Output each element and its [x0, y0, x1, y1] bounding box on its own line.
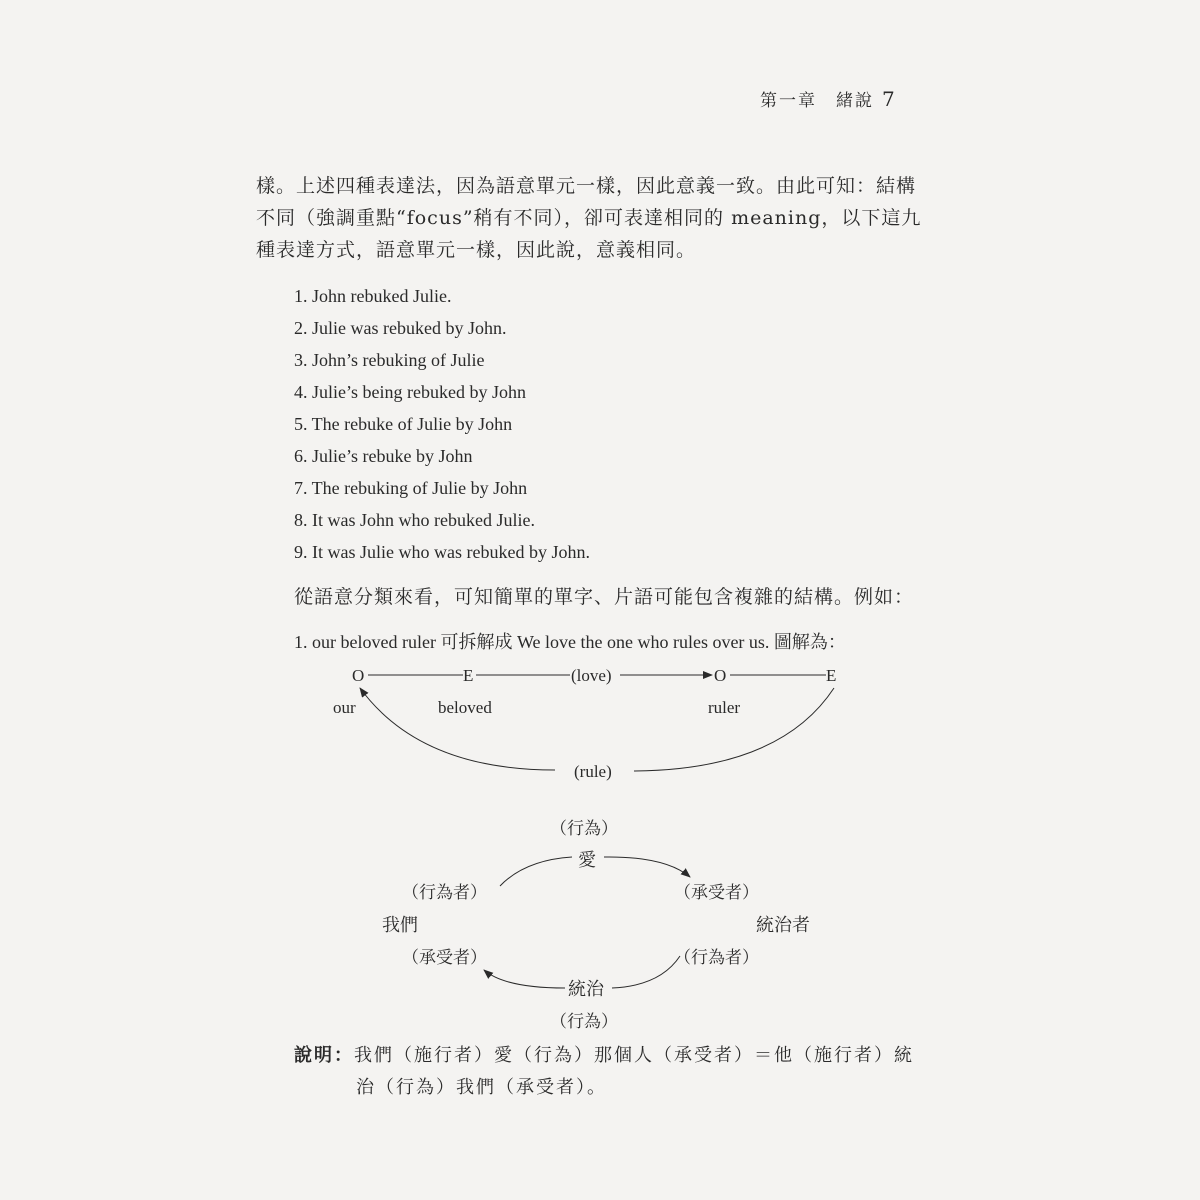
rule-arrow-left-2: [484, 970, 565, 988]
example-item: 1. John rebuked Julie.: [294, 286, 452, 306]
top-verb-label: 愛: [578, 850, 596, 871]
note-label: 說明：: [294, 1045, 354, 1066]
example-item: 9. It was Julie who was rebuked by John.: [294, 542, 590, 562]
chapter-title: 第一章 緒說: [760, 91, 874, 111]
node-o2: O: [714, 666, 727, 685]
page-number: 7: [882, 87, 897, 111]
item-1-sentence: 1. our beloved ruler 可拆解成 We love the one who rules over us. 圖解為：: [294, 632, 846, 652]
example-item: 4. Julie’s being rebuked by John: [294, 382, 526, 402]
node-e1: E: [463, 666, 474, 685]
right-bottom-role: （行為者）: [674, 948, 759, 968]
bottom-verb-label: 統治: [568, 979, 604, 1000]
note-line-2: 治（行為）我們（承受者）。: [356, 1077, 607, 1098]
left-entity: 我們: [382, 915, 418, 936]
bottom-role-label: （行為）: [550, 1012, 618, 1032]
top-role-label: （行為）: [550, 819, 618, 839]
example-item: 8. It was John who rebuked Julie.: [294, 510, 535, 530]
intro-sentence: 從語意分類來看，可知簡單的單字、片語可能包含複雜的結構。例如：: [294, 586, 915, 608]
example-item: 3. John’s rebuking of Julie: [294, 350, 485, 370]
example-item: 6. Julie’s rebuke by John: [294, 446, 473, 466]
structure-diagram: [333, 666, 836, 781]
node-e2: E: [826, 666, 837, 685]
note-line-1: 我們（施行者）愛（行為）那個人（承受者）＝他（施行者）統: [354, 1045, 914, 1066]
rule-arc-right-2: [612, 956, 680, 988]
example-item: 7. The rebuking of Julie by John: [294, 478, 528, 498]
right-entity: 統治者: [756, 915, 810, 936]
left-bottom-role: （承受者）: [402, 948, 487, 968]
relation-rule: (rule): [574, 762, 612, 781]
role-diagram: [382, 819, 810, 1032]
paragraph-line-1: 樣。上述四種表達法，因為語意單元一樣，因此意義一致。由此可知：結構: [256, 175, 917, 197]
explanation-note: [294, 1040, 914, 1104]
paragraph-line-2: 不同（強調重點“focus”稍有不同），卻可表達相同的 meaning，以下這九: [256, 207, 922, 229]
node-o1: O: [352, 666, 365, 685]
paragraph-line-3: 種表達方式，語意單元一樣，因此說，意義相同。: [256, 239, 697, 261]
word-ruler: ruler: [708, 698, 741, 717]
love-arc-left: [500, 857, 572, 886]
example-item: 2. Julie was rebuked by John.: [294, 318, 507, 338]
word-beloved: beloved: [438, 698, 492, 717]
relation-love: (love): [571, 666, 612, 685]
example-item: 5. The rebuke of Julie by John: [294, 414, 513, 434]
right-top-role: （承受者）: [674, 883, 759, 903]
love-arrow-right: [604, 857, 690, 877]
left-top-role: （行為者）: [402, 883, 487, 903]
word-our: our: [333, 698, 356, 717]
